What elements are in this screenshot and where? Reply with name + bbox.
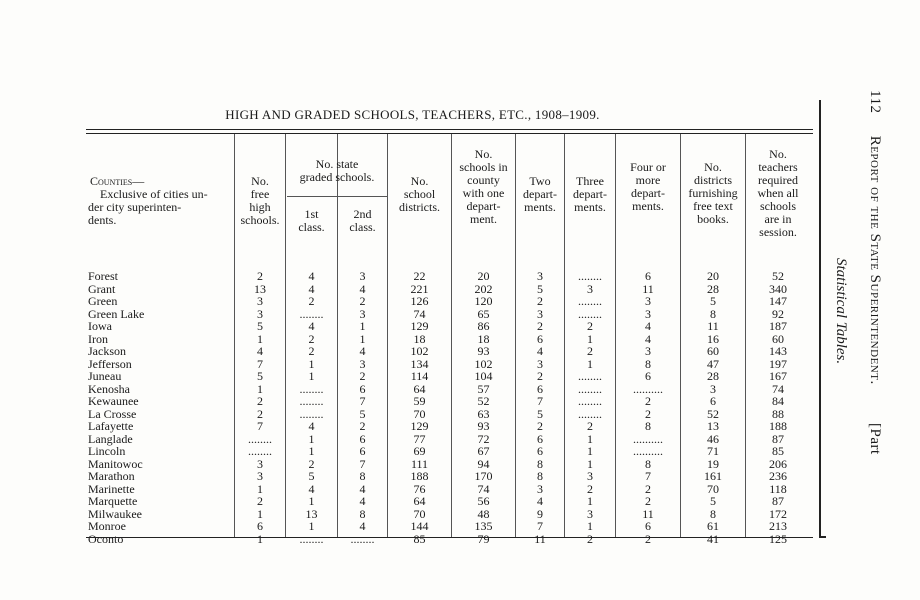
cell-second: 2 [359, 369, 366, 383]
cell-three: ........ [578, 369, 602, 383]
cell-three: ........ [578, 381, 602, 396]
cell-free-high: ........ [248, 444, 272, 458]
cell-free-high: 2 [257, 269, 263, 283]
cell-four: .......... [633, 381, 663, 396]
cell-second: 4 [359, 281, 366, 296]
cell-districts: 70 [413, 406, 426, 421]
cell-first: 1 [308, 369, 315, 383]
cell-one: 170 [474, 469, 493, 483]
cell-two: 3 [537, 481, 543, 496]
cell-two: 3 [537, 306, 543, 321]
cell-textbooks: 70 [707, 481, 719, 496]
cell-teachers: 172 [769, 506, 787, 521]
page-number: 112 [867, 90, 883, 114]
cell-teachers: 143 [769, 344, 787, 358]
cell-teachers: 88 [772, 406, 784, 421]
cell-second: 8 [359, 506, 366, 521]
cell-districts: 134 [410, 356, 429, 371]
cell-second: 6 [359, 444, 366, 458]
table-row [0, 533, 920, 546]
cell-districts: 18 [413, 331, 426, 346]
cell-districts: 22 [413, 269, 426, 283]
cell-two: 3 [537, 356, 543, 371]
cell-first: 4 [308, 319, 315, 333]
cell-districts: 64 [413, 381, 426, 396]
cell-free-high: 5 [257, 369, 263, 383]
cell-four: 6 [645, 519, 651, 533]
county-name: Iron [88, 332, 108, 346]
cell-one: 93 [477, 419, 490, 433]
cell-textbooks: 16 [707, 331, 719, 346]
cell-two: 2 [537, 419, 543, 433]
cell-second: 4 [359, 481, 366, 496]
cell-first: ........ [299, 394, 324, 408]
cell-teachers: 74 [772, 381, 784, 396]
cell-one: 67 [477, 444, 490, 458]
cell-free-high: 5 [257, 319, 263, 333]
cell-districts: 188 [410, 469, 429, 483]
cell-first: 4 [308, 281, 315, 296]
cell-two: 6 [537, 431, 543, 446]
cell-four: 2 [645, 481, 651, 496]
cell-four: 2 [645, 494, 651, 508]
cell-three: 2 [587, 481, 593, 496]
county-name: Lafayette [88, 420, 134, 433]
header-free-high-schools: No. free high schools. [240, 174, 280, 227]
county-name: Kewaunee [88, 395, 139, 408]
cell-free-high: 3 [257, 306, 263, 321]
cell-four: 2 [645, 394, 651, 408]
cell-first: 13 [305, 506, 318, 521]
cell-districts: 64 [413, 494, 426, 508]
cell-four: 3 [645, 294, 651, 308]
cell-two: 2 [537, 294, 543, 308]
cell-teachers: 167 [769, 369, 787, 383]
county-name: Juneau [88, 370, 122, 383]
cell-districts: 74 [413, 306, 426, 321]
cell-second: 3 [359, 306, 366, 321]
part-label: [Part [867, 422, 883, 455]
cell-teachers: 118 [769, 481, 787, 496]
margin-bracket [819, 100, 821, 538]
cell-four: 3 [645, 344, 651, 358]
cell-second: 7 [359, 394, 366, 408]
cell-textbooks: 11 [707, 319, 719, 333]
cell-first: 1 [308, 444, 315, 458]
cell-four: .......... [633, 431, 663, 446]
cell-four: 7 [645, 469, 651, 483]
cell-second: 1 [359, 331, 366, 346]
top-rule-1 [86, 129, 813, 130]
header-school-districts: No. school districts. [399, 174, 440, 214]
cell-textbooks: 8 [710, 306, 716, 321]
cell-first: 1 [308, 431, 315, 446]
cell-four: 2 [645, 406, 651, 421]
cell-teachers: 84 [772, 394, 784, 408]
cell-two: 2 [537, 319, 543, 333]
county-name: Green Lake [88, 307, 145, 321]
cell-districts: 102 [410, 344, 429, 358]
cell-districts: 85 [413, 531, 426, 546]
cell-four: 11 [642, 281, 654, 296]
cell-two: 4 [537, 344, 543, 358]
cell-free-high: 2 [257, 494, 263, 508]
cell-two: 6 [537, 444, 543, 458]
cell-districts: 69 [413, 444, 426, 458]
cell-free-high: 1 [257, 331, 263, 346]
cell-three: 3 [587, 281, 593, 296]
county-name: Kenosha [88, 382, 130, 396]
cell-first: 5 [308, 469, 315, 483]
cell-free-high: 1 [257, 381, 263, 396]
cell-two: 5 [537, 281, 543, 296]
cell-textbooks: 28 [707, 369, 719, 383]
cell-districts: 70 [413, 506, 426, 521]
cell-districts: 111 [410, 456, 429, 471]
running-head [866, 90, 883, 455]
cell-districts: 129 [410, 319, 429, 333]
county-name: Oconto [88, 532, 124, 546]
cell-first: 4 [308, 419, 315, 433]
cell-textbooks: 41 [707, 531, 719, 546]
header-first-class: 1st class. [298, 207, 325, 234]
county-name: Iowa [88, 320, 112, 333]
cell-first: 4 [308, 269, 315, 283]
cell-second: 4 [359, 344, 366, 358]
cell-free-high: 3 [257, 294, 263, 308]
cell-two: 6 [537, 381, 543, 396]
county-name: Grant [88, 282, 116, 296]
cell-first: ........ [299, 406, 324, 421]
cell-free-high: 4 [257, 344, 263, 358]
header-teachers-required: No. teachers required when all schools are in session. [757, 147, 799, 239]
header-state-graded-rule [287, 196, 387, 197]
cell-three: 1 [587, 431, 593, 446]
cell-four: 6 [645, 269, 651, 283]
cell-first: 1 [308, 519, 315, 533]
cell-one: 52 [477, 394, 490, 408]
cell-second: 6 [359, 381, 366, 396]
cell-two: 4 [537, 494, 543, 508]
cell-three: 1 [587, 331, 593, 346]
bottom-rule [86, 537, 813, 538]
header-two-departments: Two depart- ments. [523, 174, 557, 214]
cell-four: 11 [642, 506, 654, 521]
cell-three: 2 [587, 319, 593, 333]
cell-three: ........ [578, 394, 602, 408]
county-name: La Crosse [88, 407, 137, 421]
cell-four: 8 [645, 356, 651, 371]
cell-one: 202 [474, 281, 493, 296]
cell-three: 1 [587, 494, 593, 508]
cell-textbooks: 46 [707, 431, 719, 446]
header-free-textbooks: No. districts furnishing free text books. [688, 160, 738, 226]
cell-one: 65 [477, 306, 490, 321]
cell-teachers: 236 [769, 469, 787, 483]
cell-teachers: 187 [769, 319, 787, 333]
cell-two: 8 [537, 469, 543, 483]
cell-three: 1 [587, 519, 593, 533]
cell-free-high: 1 [257, 506, 263, 521]
cell-districts: 77 [413, 431, 426, 446]
cell-one: 48 [477, 506, 490, 521]
cell-two: 3 [537, 269, 543, 283]
cell-free-high: 7 [257, 419, 263, 433]
cell-one: 63 [477, 406, 490, 421]
cell-first: 2 [308, 344, 315, 358]
county-name: Milwaukee [88, 507, 142, 521]
cell-first: 4 [308, 481, 315, 496]
cell-two: 9 [537, 506, 543, 521]
cell-one: 86 [477, 319, 490, 333]
cell-teachers: 213 [769, 519, 787, 533]
cell-districts: 59 [413, 394, 426, 408]
cell-one: 56 [477, 494, 490, 508]
county-name: Jackson [88, 345, 126, 358]
county-name: Marinette [88, 482, 135, 496]
cell-four: 3 [645, 306, 651, 321]
cell-four: 2 [645, 531, 651, 546]
cell-three: 1 [587, 444, 593, 458]
cell-first: 1 [308, 356, 315, 371]
cell-second: 6 [359, 431, 366, 446]
cell-one: 74 [477, 481, 490, 496]
cell-second: 5 [359, 406, 366, 421]
header-counties: Counties— Exclusive of cities un- der city superinten- dents. [88, 174, 208, 227]
cell-second: 4 [359, 494, 366, 508]
cell-two: 7 [537, 519, 543, 533]
margin-bracket-foot [819, 536, 826, 538]
cell-second: 2 [359, 294, 366, 308]
running-head-title: Report of the State Superintendent. [867, 135, 883, 385]
cell-districts: 129 [410, 419, 429, 433]
cell-textbooks: 161 [704, 469, 722, 483]
cell-one: 120 [474, 294, 493, 308]
cell-three: 3 [587, 506, 593, 521]
cell-two: 8 [537, 456, 543, 471]
cell-second: 1 [359, 319, 366, 333]
cell-teachers: 52 [772, 269, 784, 283]
cell-three: 2 [587, 531, 593, 546]
cell-three: 3 [587, 469, 593, 483]
county-name: Monroe [88, 520, 126, 533]
cell-textbooks: 20 [707, 269, 719, 283]
cell-first: 2 [308, 294, 315, 308]
cell-one: 20 [477, 269, 490, 283]
cell-textbooks: 5 [710, 494, 716, 508]
cell-textbooks: 28 [707, 281, 719, 296]
cell-textbooks: 8 [710, 506, 716, 521]
cell-four: 8 [645, 456, 651, 471]
cell-free-high: ........ [248, 431, 272, 446]
cell-textbooks: 13 [707, 419, 719, 433]
cell-free-high: 1 [257, 481, 263, 496]
cell-teachers: 206 [769, 456, 787, 471]
county-name: Marquette [88, 495, 138, 508]
cell-textbooks: 52 [707, 406, 719, 421]
cell-first: ........ [299, 381, 324, 396]
cell-textbooks: 71 [707, 444, 719, 458]
county-name: Manitowoc [88, 457, 143, 471]
cell-one: 79 [477, 531, 490, 546]
cell-three: 1 [587, 356, 593, 371]
cell-free-high: 7 [257, 356, 263, 371]
cell-one: 93 [477, 344, 490, 358]
cell-districts: 114 [410, 369, 429, 383]
cell-four: 4 [645, 319, 651, 333]
cell-teachers: 87 [772, 431, 784, 446]
cell-teachers: 125 [769, 531, 787, 546]
cell-teachers: 60 [772, 331, 784, 346]
cell-second: 3 [359, 356, 366, 371]
cell-textbooks: 61 [707, 519, 719, 533]
cell-districts: 76 [413, 481, 426, 496]
cell-second: 4 [359, 519, 366, 533]
cell-districts: 126 [410, 294, 429, 308]
county-name: Langlade [88, 432, 133, 446]
cell-three: 2 [587, 419, 593, 433]
cell-teachers: 147 [769, 294, 787, 308]
cell-four: 8 [645, 419, 651, 433]
cell-three: ........ [578, 306, 602, 321]
county-name: Green [88, 295, 118, 308]
header-state-graded: No. state graded schools. [299, 157, 375, 184]
cell-textbooks: 3 [710, 381, 716, 396]
cell-one: 104 [474, 369, 493, 383]
cell-districts: 144 [410, 519, 429, 533]
cell-teachers: 340 [769, 281, 787, 296]
cell-teachers: 87 [772, 494, 784, 508]
cell-free-high: 2 [257, 394, 263, 408]
cell-teachers: 92 [772, 306, 784, 321]
cell-three: 2 [587, 344, 593, 358]
header-one-department: No. schools in county with one depart- ment. [459, 147, 508, 226]
cell-first: 2 [308, 331, 315, 346]
cell-four: 4 [645, 331, 651, 346]
cell-second: 3 [359, 269, 366, 283]
header-four-departments: Four or more depart- ments. [630, 160, 666, 213]
cell-three: ........ [578, 294, 602, 308]
cell-free-high: 2 [257, 406, 263, 421]
cell-two: 2 [537, 369, 543, 383]
cell-free-high: 13 [254, 281, 266, 296]
cell-two: 5 [537, 406, 543, 421]
cell-second: ........ [350, 531, 375, 546]
page-title: HIGH AND GRADED SCHOOLS, TEACHERS, ETC., 1908–1909. [225, 107, 600, 122]
cell-three: ........ [578, 406, 602, 421]
top-rule-2 [86, 133, 813, 134]
cell-teachers: 85 [772, 444, 784, 458]
cell-first: 1 [308, 494, 315, 508]
cell-textbooks: 19 [707, 456, 719, 471]
cell-second: 8 [359, 469, 366, 483]
cell-textbooks: 47 [707, 356, 719, 371]
header-three-departments: Three depart- ments. [573, 174, 607, 214]
cell-textbooks: 5 [710, 294, 716, 308]
cell-two: 11 [534, 531, 546, 546]
cell-one: 135 [474, 519, 493, 533]
cell-one: 57 [477, 381, 490, 396]
cell-free-high: 3 [257, 469, 263, 483]
cell-two: 7 [537, 394, 543, 408]
cell-first: 2 [308, 456, 315, 471]
county-name: Lincoln [88, 445, 126, 458]
cell-four: 6 [645, 369, 651, 383]
section-title: Statistical Tables. [833, 258, 849, 365]
cell-one: 94 [477, 456, 490, 471]
cell-teachers: 188 [769, 419, 787, 433]
cell-one: 102 [474, 356, 493, 371]
cell-teachers: 197 [769, 356, 787, 371]
cell-three: 1 [587, 456, 593, 471]
county-name: Jefferson [88, 357, 132, 371]
cell-second: 7 [359, 456, 366, 471]
cell-districts: 221 [410, 281, 429, 296]
county-name: Forest [88, 270, 118, 283]
header-second-class: 2nd class. [349, 207, 376, 234]
cell-free-high: 6 [257, 519, 263, 533]
cell-one: 18 [477, 331, 490, 346]
cell-textbooks: 6 [710, 394, 716, 408]
county-name: Marathon [88, 470, 135, 483]
cell-second: 2 [359, 419, 366, 433]
cell-textbooks: 60 [707, 344, 719, 358]
cell-two: 6 [537, 331, 543, 346]
cell-four: .......... [633, 444, 663, 458]
cell-one: 72 [477, 431, 490, 446]
cell-free-high: 3 [257, 456, 263, 471]
cell-three: ........ [578, 269, 602, 283]
cell-first: ........ [299, 531, 324, 546]
cell-first: ........ [299, 306, 324, 321]
cell-free-high: 1 [257, 531, 263, 546]
